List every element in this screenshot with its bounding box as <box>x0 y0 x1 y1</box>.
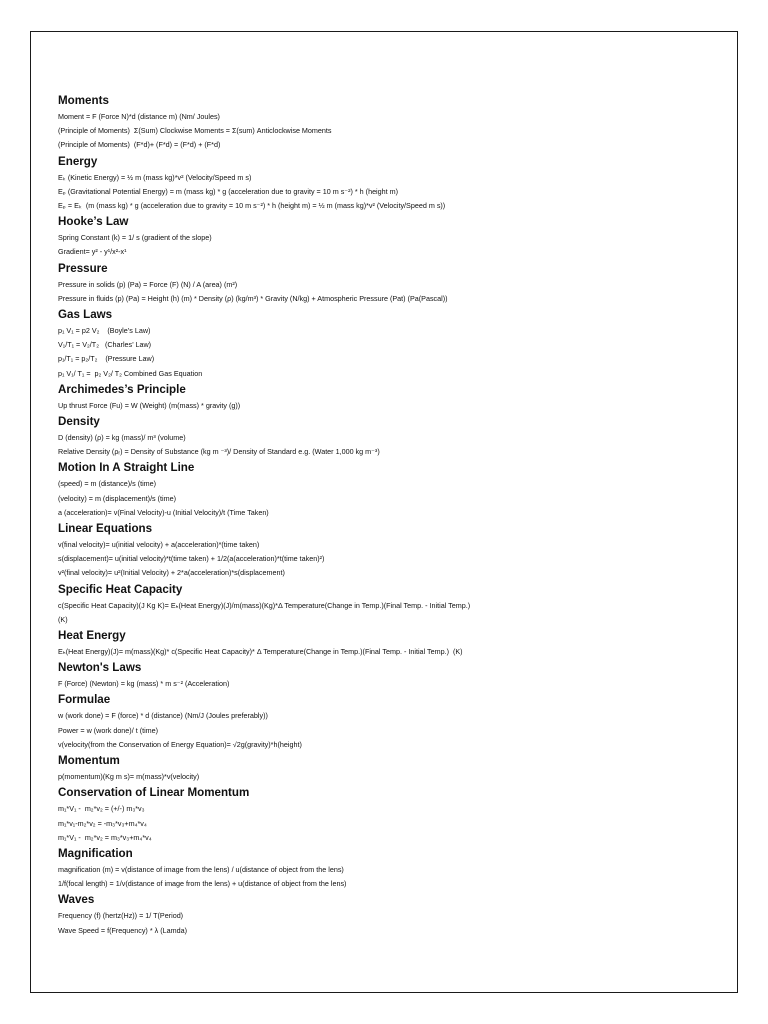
section <box>58 381 708 413</box>
section-heading: Archimedes’s Principle <box>58 382 186 396</box>
formula-line: Spring Constant (k) = 1/ s (gradient of the slope) <box>58 233 212 243</box>
section <box>58 691 708 752</box>
section-heading: Momentum <box>58 754 120 768</box>
section <box>58 306 708 381</box>
section <box>58 891 708 937</box>
formula-line: (Principle of Moments) Σ(Sum) Clockwise Moments = Σ(sum) Anticlockwise Moments <box>58 126 332 136</box>
section <box>58 520 708 581</box>
formula-sheet <box>58 92 708 938</box>
section <box>58 153 708 214</box>
formula-line: (speed) = m (distance)/s (time) <box>58 479 157 489</box>
section-heading: Waves <box>58 893 95 907</box>
formula-line: m₁*V₁ - m₂*v₂ = m₃*v₃+m₄*v₄ <box>58 832 152 842</box>
formula-line: Eₚ = Eₖ (m (mass kg) * g (acceleration due to gravity = 10 m s⁻²) * h (height m) = ½ m (mass kg)*v² (Velocity/Speed m s)) <box>58 201 446 211</box>
section-heading: Formulae <box>58 693 111 707</box>
formula-line: Up thrust Force (Fu) = W (Weight) (m(mass) * gravity (g)) <box>58 400 241 410</box>
section <box>58 581 708 627</box>
formula-line: (Principle of Moments) (F*d)+ (F*d) = (F*d) + (F*d) <box>58 140 221 150</box>
formula-line: 1/f(focal length) = 1/v(distance of image from the lens) + u(distance of object from the lens) <box>58 879 347 889</box>
formula-line: p(momentum)(Kg m s)= m(mass)*v(velocity) <box>58 772 200 782</box>
formula-line: p₁ V₁/ T₁ = p₂ V₂/ T₂ Combined Gas Equation <box>58 368 203 378</box>
section <box>58 260 708 306</box>
formula-line: Wave Speed = f(Frequency) * λ (Lamda) <box>58 925 187 935</box>
formula-line: Pressure in solids (p) (Pa) = Force (F) (N) / A (area) (m²) <box>58 279 238 289</box>
section <box>58 845 708 891</box>
section <box>58 92 708 153</box>
section-heading: Newton's Laws <box>58 661 142 675</box>
formula-line: F (Force) (Newton) = kg (mass) * m s⁻² (Acceleration) <box>58 679 230 689</box>
section-heading: Density <box>58 415 100 429</box>
section <box>58 752 708 784</box>
formula-line: D (density) (ρ) = kg (mass)/ m³ (volume) <box>58 433 186 443</box>
formula-line: Eₕ(Heat Energy)(J)= m(mass)(Kg)* c(Specific Heat Capacity)* Δ Temperature(Change in Temp.)(Final Temp. - Initial Temp.) (K) <box>58 647 463 657</box>
section <box>58 413 708 459</box>
formula-line: a (acceleration)= v(Final Velocity)-u (Initial Velocity)/t (Time Taken) <box>58 507 269 517</box>
section <box>58 627 708 659</box>
section-heading: Specific Heat Capacity <box>58 582 183 596</box>
section <box>58 213 708 259</box>
formula-line: Gradient= y² - y¹/x²-x¹ <box>58 247 127 257</box>
section-heading: Moments <box>58 94 109 107</box>
section-heading: Conservation of Linear Momentum <box>58 786 250 800</box>
section <box>58 459 708 520</box>
formula-line: s(displacement)= u(initial velocity)*t(time taken) + 1/2(a(acceleration)*t(time taken)²) <box>58 554 325 564</box>
section-heading: Heat Energy <box>58 629 126 643</box>
formula-line: p₁/T₁ = p₂/T₂ (Pressure Law) <box>58 354 155 364</box>
section <box>58 784 708 845</box>
formula-line: Power = w (work done)/ t (time) <box>58 725 159 735</box>
formula-line: magnification (m) = v(distance of image from the lens) / u(distance of object from the lens) <box>58 864 344 874</box>
formula-line: p₁ V₁ = p2 V₂ (Boyle’s Law) <box>58 326 151 336</box>
formula-line: Pressure in fluids (p) (Pa) = Height (h) (m) * Density (ρ) (kg/m³) * Gravity (N/kg) + Atmospheric Pressure (Pat) (Pa(Pascal)) <box>58 293 448 303</box>
section-heading: Hooke’s Law <box>58 215 129 229</box>
formula-line: m₁*V₁ - m₂*v₂ = (+/-) m₃*v₃ <box>58 804 145 814</box>
formula-line: v²(final velocity)= u²(Initial Velocity) + 2*a(acceleration)*s(displacement) <box>58 568 285 578</box>
formula-line: c(Specific Heat Capacity)(J Kg K)= Eₕ(Heat Energy)(J)/m(mass)(Kg)*Δ Temperature(Change in Temp.)(Final Temp. - Initial Temp.) <box>58 600 471 610</box>
formula-line: m₁*v₁-m₂*v₂ = -m₃*v₃+m₄*v₄ <box>58 818 147 828</box>
formula-line: V₁/T₁ = V₂/T₂ (Charles’ Law) <box>58 340 152 350</box>
formula-line: w (work done) = F (force) * d (distance) (Nm/J (Joules preferably)) <box>58 711 268 721</box>
formula-line: v(final velocity)= u(initial velocity) + a(acceleration)*(time taken) <box>58 540 260 550</box>
formula-line: Moment = F (Force N)*d (distance m) (Nm/ Joules) <box>58 112 220 121</box>
section <box>58 659 708 691</box>
section-heading: Magnification <box>58 846 133 860</box>
section-heading: Energy <box>58 154 98 168</box>
formula-line: Eₚ (Gravitational Potential Energy) = m (mass kg) * g (acceleration due to gravity = 10 m s⁻²) * h (height m) <box>58 186 399 196</box>
formula-line: (velocity) = m (displacement)/s (time) <box>58 493 177 503</box>
formula-line: Frequency (f) (hertz(Hz)) = 1/ T(Period) <box>58 911 184 921</box>
section-heading: Linear Equations <box>58 522 153 536</box>
section-heading: Motion In A Straight Line <box>58 461 195 475</box>
formula-line: (K) <box>58 614 68 624</box>
formula-line: Relative Density (ρᵣ) = Density of Substance (kg m ⁻³)/ Density of Standard e.g. (Water 1,000 kg m⁻³) <box>58 447 380 457</box>
formula-line: v(velocity(from the Conservation of Energy Equation)= √2g(gravity)*h(height) <box>58 739 302 749</box>
section-heading: Gas Laws <box>58 308 113 322</box>
formula-line: Eₖ (Kinetic Energy) = ½ m (mass kg)*v² (Velocity/Speed m s) <box>58 172 252 182</box>
section-heading: Pressure <box>58 261 108 275</box>
